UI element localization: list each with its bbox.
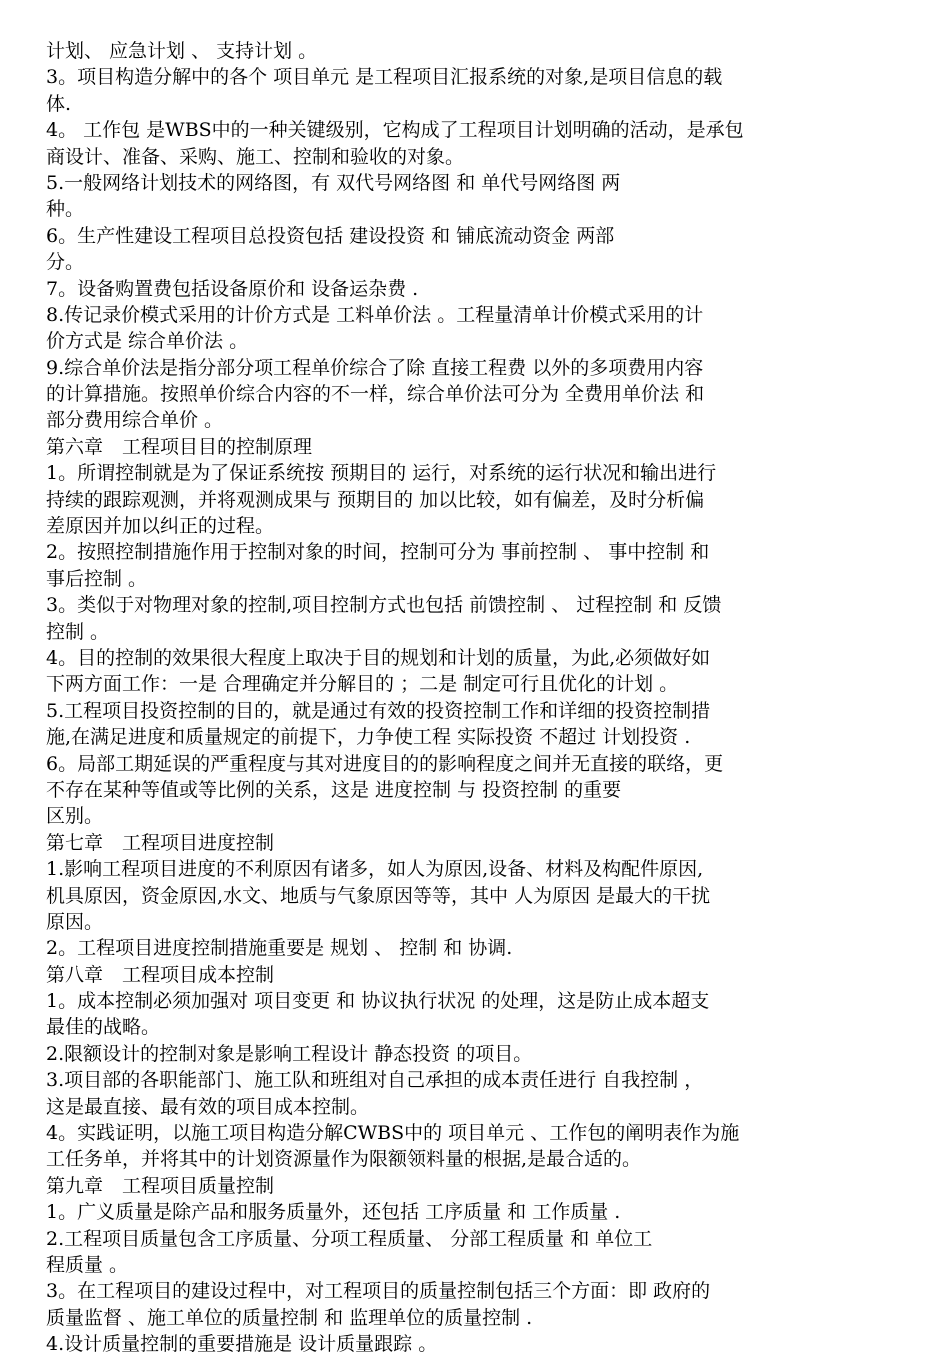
text-line: 3。类似于对物理对象的控制,项目控制方式也包括 前馈控制 、 过程控制 和 反馈	[46, 594, 722, 617]
text-line: 1。成本控制必须加强对 项目变更 和 协议执行状况 的处理，这是防止成本超支	[46, 990, 710, 1013]
text-line: 5.工程项目投资控制的目的，就是通过有效的投资控制工作和详细的投资控制措	[46, 699, 711, 722]
text-line: 最佳的战略。	[46, 1016, 161, 1039]
chapter-heading: 第八章 工程项目成本控制	[46, 963, 275, 986]
text-line: 5.一般网络计划技术的网络图，有 双代号网络图 和 单代号网络图 两	[46, 171, 621, 194]
text-line: 9.综合单价法是指分部分项工程单价综合了除 直接工程费 以外的多项费用内容	[46, 356, 704, 379]
text-line: 商设计、准备、采购、施工、控制和验收的对象。	[46, 145, 465, 168]
text-line: 计划、 应急计划 、 支持计划 。	[46, 40, 318, 62]
text-line: 持续的跟踪观测，并将观测成果与 预期目的 加以比较，如有偏差，及时分析偏	[46, 488, 705, 511]
text-line: 2.工程项目质量包含工序质量、分项工程质量、 分部工程质量 和 单位工	[46, 1227, 653, 1250]
text-line: 体.	[46, 92, 72, 115]
text-line: 4。 工作包 是WBS中的一种关键级别，它构成了工程项目计划明确的活动，是承包	[46, 119, 744, 142]
text-line: 1。广义质量是除产品和服务质量外，还包括 工序质量 和 工作质量 .	[46, 1201, 621, 1224]
text-line: 施,在满足进度和质量规定的前提下，力争使工程 实际投资 不超过 计划投资 .	[46, 726, 691, 749]
text-line: 原因。	[46, 910, 104, 933]
text-line: 机具原因，资金原因,水文、地质与气象原因等等，其中 人为原因 是最大的干扰	[46, 884, 711, 907]
text-line: 程质量 。	[46, 1253, 129, 1276]
chapter-heading: 第六章 工程项目目的控制原理	[46, 435, 313, 458]
text-line: 6。生产性建设工程项目总投资包括 建设投资 和 铺底流动资金 两部	[46, 224, 615, 247]
text-line: 种。	[46, 198, 85, 221]
text-line: 3.项目部的各职能部门、施工队和班组对自己承担的成本责任进行 自我控制 ，	[46, 1069, 704, 1092]
text-line: 4。实践证明，以施工项目构造分解CWBS中的 项目单元 、工作包的阐明表作为施	[46, 1122, 740, 1145]
text-line: 6。局部工期延误的严重程度与其对进度目的的影响程度之间并无直接的联络，更	[46, 752, 724, 775]
text-line: 不存在某种等值或等比例的关系，这是 进度控制 与 投资控制 的重要	[46, 778, 622, 801]
text-line: 下两方面工作：一是 合理确定并分解目的 ；二是 制定可行且优化的计划 。	[46, 673, 679, 696]
text-line: 4。目的控制的效果很大程度上取决于目的规划和计划的质量，为此,必须做好如	[46, 646, 711, 669]
text-line: 1。所谓控制就是为了保证系统按 预期目的 运行，对系统的运行状况和输出进行	[46, 462, 717, 485]
text-line: 事后控制 。	[46, 567, 148, 590]
text-line: 7。设备购置费包括设备原价和 设备运杂费 .	[46, 277, 419, 300]
text-line: 差原因并加以纠正的过程。	[46, 515, 275, 538]
chapter-heading: 第七章 工程项目进度控制	[46, 831, 275, 854]
text-line: 分。	[46, 251, 85, 274]
text-line: 2.限额设计的控制对象是影响工程设计 静态投资 的项目。	[46, 1042, 533, 1065]
text-line: 控制 。	[46, 620, 110, 643]
text-line: 8.传记录价模式采用的计价方式是 工料单价法 。工程量清单计价模式采用的计	[46, 303, 704, 326]
text-line: 4.设计质量控制的重要措施是 设计质量跟踪 。	[46, 1333, 438, 1356]
text-line: 质量监督 、施工单位的质量控制 和 监理单位的质量控制 .	[46, 1306, 533, 1329]
text-line: 这是最直接、最有效的项目成本控制。	[46, 1095, 370, 1118]
text-line: 工任务单，并将其中的计划资源量作为限额领料量的根据,是最合适的。	[46, 1148, 642, 1171]
text-line: 部分费用综合单价 。	[46, 409, 224, 432]
chapter-heading: 第九章 工程项目质量控制	[46, 1174, 275, 1197]
text-line: 1.影响工程项目进度的不利原因有诸多，如人为原因,设备、材料及构配件原因,	[46, 858, 704, 881]
text-line: 3。项目构造分解中的各个 项目单元 是工程项目汇报系统的对象,是项目信息的载	[46, 66, 723, 89]
text-line: 3。在工程项目的建设过程中，对工程项目的质量控制包括三个方面：即 政府的	[46, 1280, 711, 1303]
text-line: 的计算措施。按照单价综合内容的不一样，综合单价法可分为 全费用单价法 和	[46, 383, 705, 406]
text-line: 2。按照控制措施作用于控制对象的时间，控制可分为 事前控制 、 事中控制 和	[46, 541, 710, 564]
text-line: 2。工程项目进度控制措施重要是 规划 、 控制 和 协调.	[46, 937, 513, 960]
text-line: 区别。	[46, 805, 104, 828]
text-line: 价方式是 综合单价法 。	[46, 330, 249, 353]
